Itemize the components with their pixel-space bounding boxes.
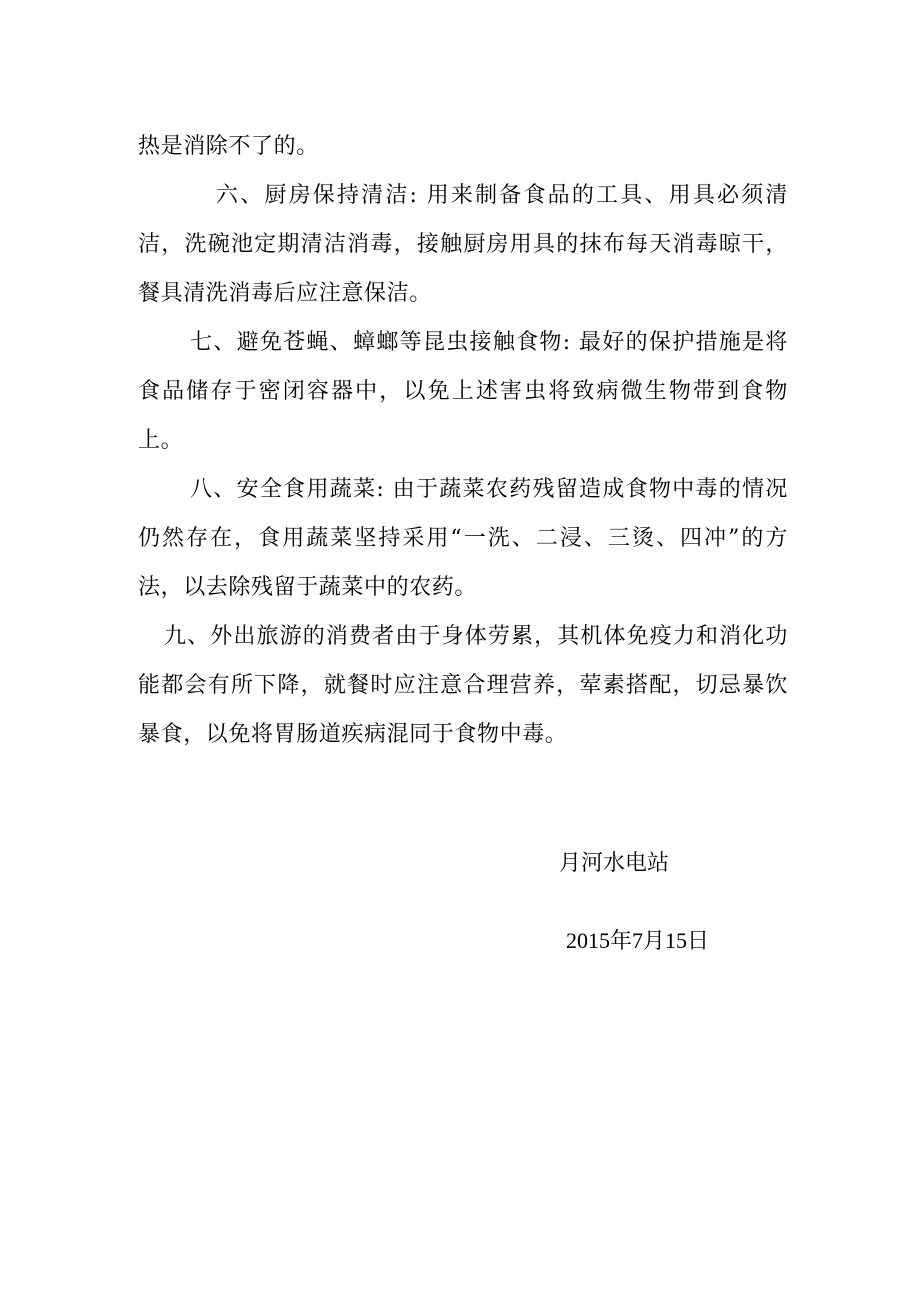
document-body (138, 122, 788, 759)
signature-organization: 月河水电站 (559, 851, 670, 876)
paragraph-kitchen-cleanliness: 六、厨房保持清洁: 用来制备食品的工具、用具必须清洁，洗碗池定期清洁消毒，接触厨房用具的抹布每天消毒晾干，餐具清洗消毒后应注意保洁。 (138, 183, 788, 306)
paragraph-insects: 七、避免苍蝇、蟑螂等昆虫接触食物: 最好的保护措施是将食品储存于密闭容器中，以免上述害虫将致病微生物带到食物上。 (138, 330, 788, 453)
paragraph-travel: 九、外出旅游的消费者由于身体劳累，其机体免疫力和消化功能都会有所下降，就餐时应注意合理营养，荤素搭配，切忌暴饮暴食，以免将胃肠道疾病混同于食物中毒。 (138, 624, 788, 747)
paragraph-continuation: 热是消除不了的。 (138, 134, 319, 159)
signature-date: 2015年7月15日 (566, 928, 710, 953)
paragraph-vegetables: 八、安全食用蔬菜: 由于蔬菜农药残留造成食物中毒的情况仍然存在，食用蔬菜坚持采用“一洗、二浸、三烫、四冲”的方法，以去除残留于蔬菜中的农药。 (138, 477, 788, 600)
